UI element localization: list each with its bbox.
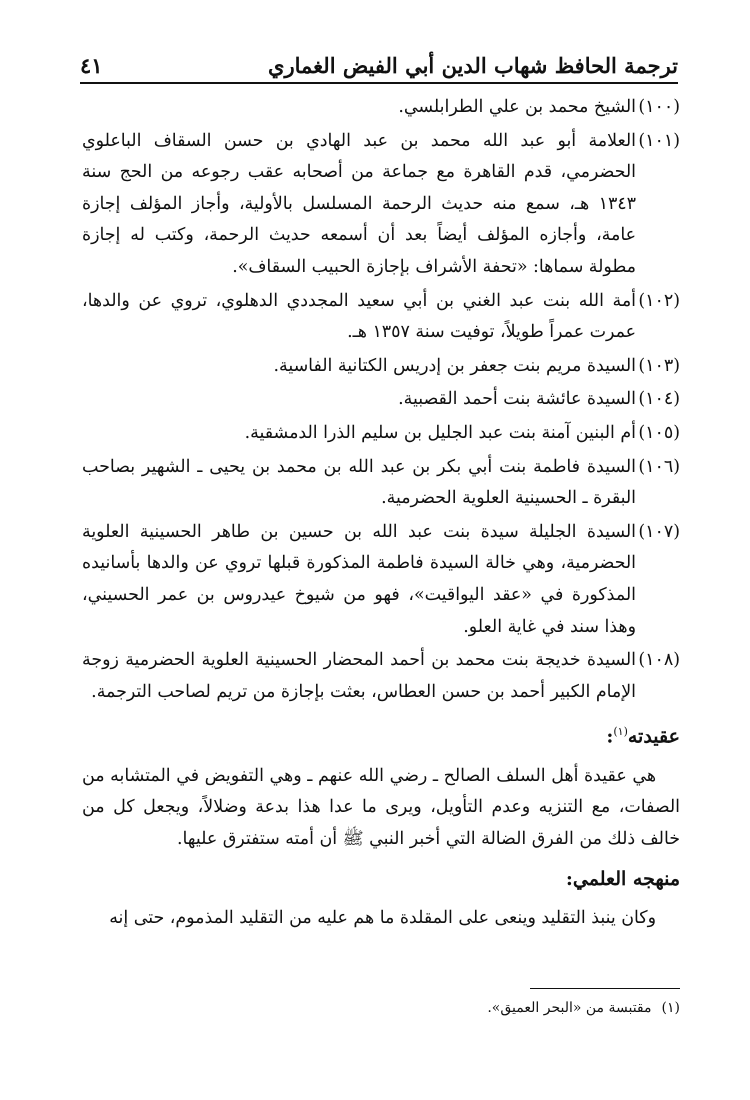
footnote xyxy=(82,996,680,1020)
method-heading: منهجه العلمي: xyxy=(565,868,680,891)
footnote-rule xyxy=(530,988,680,989)
entry-number: (١٠١) xyxy=(638,130,680,151)
method-paragraph: وكان ينبذ التقليد وينعى على المقلدة ما هم عليه من التقليد المذموم، حتى إنه xyxy=(109,908,656,929)
entry-number: (١٠٨) xyxy=(638,650,680,671)
entry-number: (١٠٣) xyxy=(638,355,680,376)
entry-text: السيدة خديجة بنت محمد بن أحمد المحضار الحسينية العلوية الحضرمية زوجة الإمام الكبير أحمد بن حسن العطاس، بعثت بإجازة من تريم لصاحب الترجمة. xyxy=(82,650,636,702)
entry-number: (١٠٤) xyxy=(638,389,680,410)
aqida-paragraph: هي عقيدة أهل السلف الصالح ـ رضي الله عنهم ـ وهي التفويض في المتشابه من الصفات، مع التنزيه وعدم التأويل، ويرى ما عدا هذا بدعة وضلالاً، ويجعل كل من خالف ذلك من الفرق الضالة التي أخبر النبي ﷺ أن أمته ستفترق عليها. xyxy=(82,765,680,849)
list-item xyxy=(82,351,680,383)
entries-list xyxy=(82,92,680,708)
list-item xyxy=(82,517,680,643)
list-item xyxy=(82,384,680,416)
list-item xyxy=(82,286,680,349)
entry-text: السيدة فاطمة بنت أبي بكر بن عبد الله بن محمد بن يحيى ـ الشهير بصاحب البقرة ـ الحسينية العلوية الحضرمية. xyxy=(82,456,636,509)
entry-number: (١٠٦) xyxy=(638,456,680,477)
aqida-heading-text: عقيدته xyxy=(627,725,680,748)
entry-text: السيدة عائشة بنت أحمد القصبية. xyxy=(398,389,636,410)
aqida-heading-colon: : xyxy=(606,725,614,748)
footnote-mark: (١) xyxy=(661,1000,680,1016)
entry-number: (١٠٥) xyxy=(638,422,680,443)
main-content xyxy=(82,92,680,937)
entry-text: السيدة مريم بنت جعفر بن إدريس الكتانية الفاسية. xyxy=(273,355,636,376)
header-title: ترجمة الحافظ شهاب الدين أبي الفيض الغماري xyxy=(268,53,678,78)
entry-text: أمة الله بنت عبد الغني بن أبي سعيد المجددي الدهلوي، تروي عن والدها، عمرت عمراً طويلاً، توفيت سنة ١٣٥٧ هـ. xyxy=(82,290,636,343)
list-item xyxy=(82,126,680,284)
list-item xyxy=(82,452,680,515)
entry-text: الشيخ محمد بن علي الطرابلسي. xyxy=(398,97,636,117)
header-rule xyxy=(80,82,678,84)
list-item xyxy=(82,418,680,450)
page-number: ٤١ xyxy=(80,53,103,78)
entry-number: (١٠٧) xyxy=(638,521,680,542)
list-item xyxy=(82,645,680,708)
entry-number: (١٠٠) xyxy=(638,97,680,117)
entry-number: (١٠٢) xyxy=(638,290,680,311)
list-item xyxy=(82,92,680,124)
entry-text: العلامة أبو عبد الله محمد بن عبد الهادي بن حسن السقاف الباعلوي الحضرمي، قدم القاهرة مع جماعة من أصحابه عقب رجوعه من الحج سنة ١٣٤٣ هـ، سمع منه حديث الرحمة المسلسل بالأولية، وأجاز المؤلف إجازة عامة، وأجازه المؤلف أيضاً بعد أن أسمعه حديث الرحمة، وكتب له إجازة مطولة سماها: «تحفة الأشراف بإجازة الحبيب السقاف». xyxy=(82,130,636,277)
entry-text: أم البنين آمنة بنت عبد الجليل بن سليم الذرا الدمشقية. xyxy=(244,422,636,443)
running-header xyxy=(80,42,678,78)
aqida-heading xyxy=(82,714,680,754)
entry-text: السيدة الجليلة سيدة بنت عبد الله بن حسين بن طاهر الحسينية العلوية الحضرمية، وهي خالة السيدة فاطمة المذكورة قبلها تروي عن والدها بأسانيده المذكورة في «عقد اليواقيت»، فهو من شيوخ عيدروس بن عمر الحسيني، وهذا سند في غاية العلو. xyxy=(82,521,636,637)
footnote-reference: (١) xyxy=(613,725,628,739)
footnote-text: مقتبسة من «البحر العميق». xyxy=(487,1000,652,1016)
